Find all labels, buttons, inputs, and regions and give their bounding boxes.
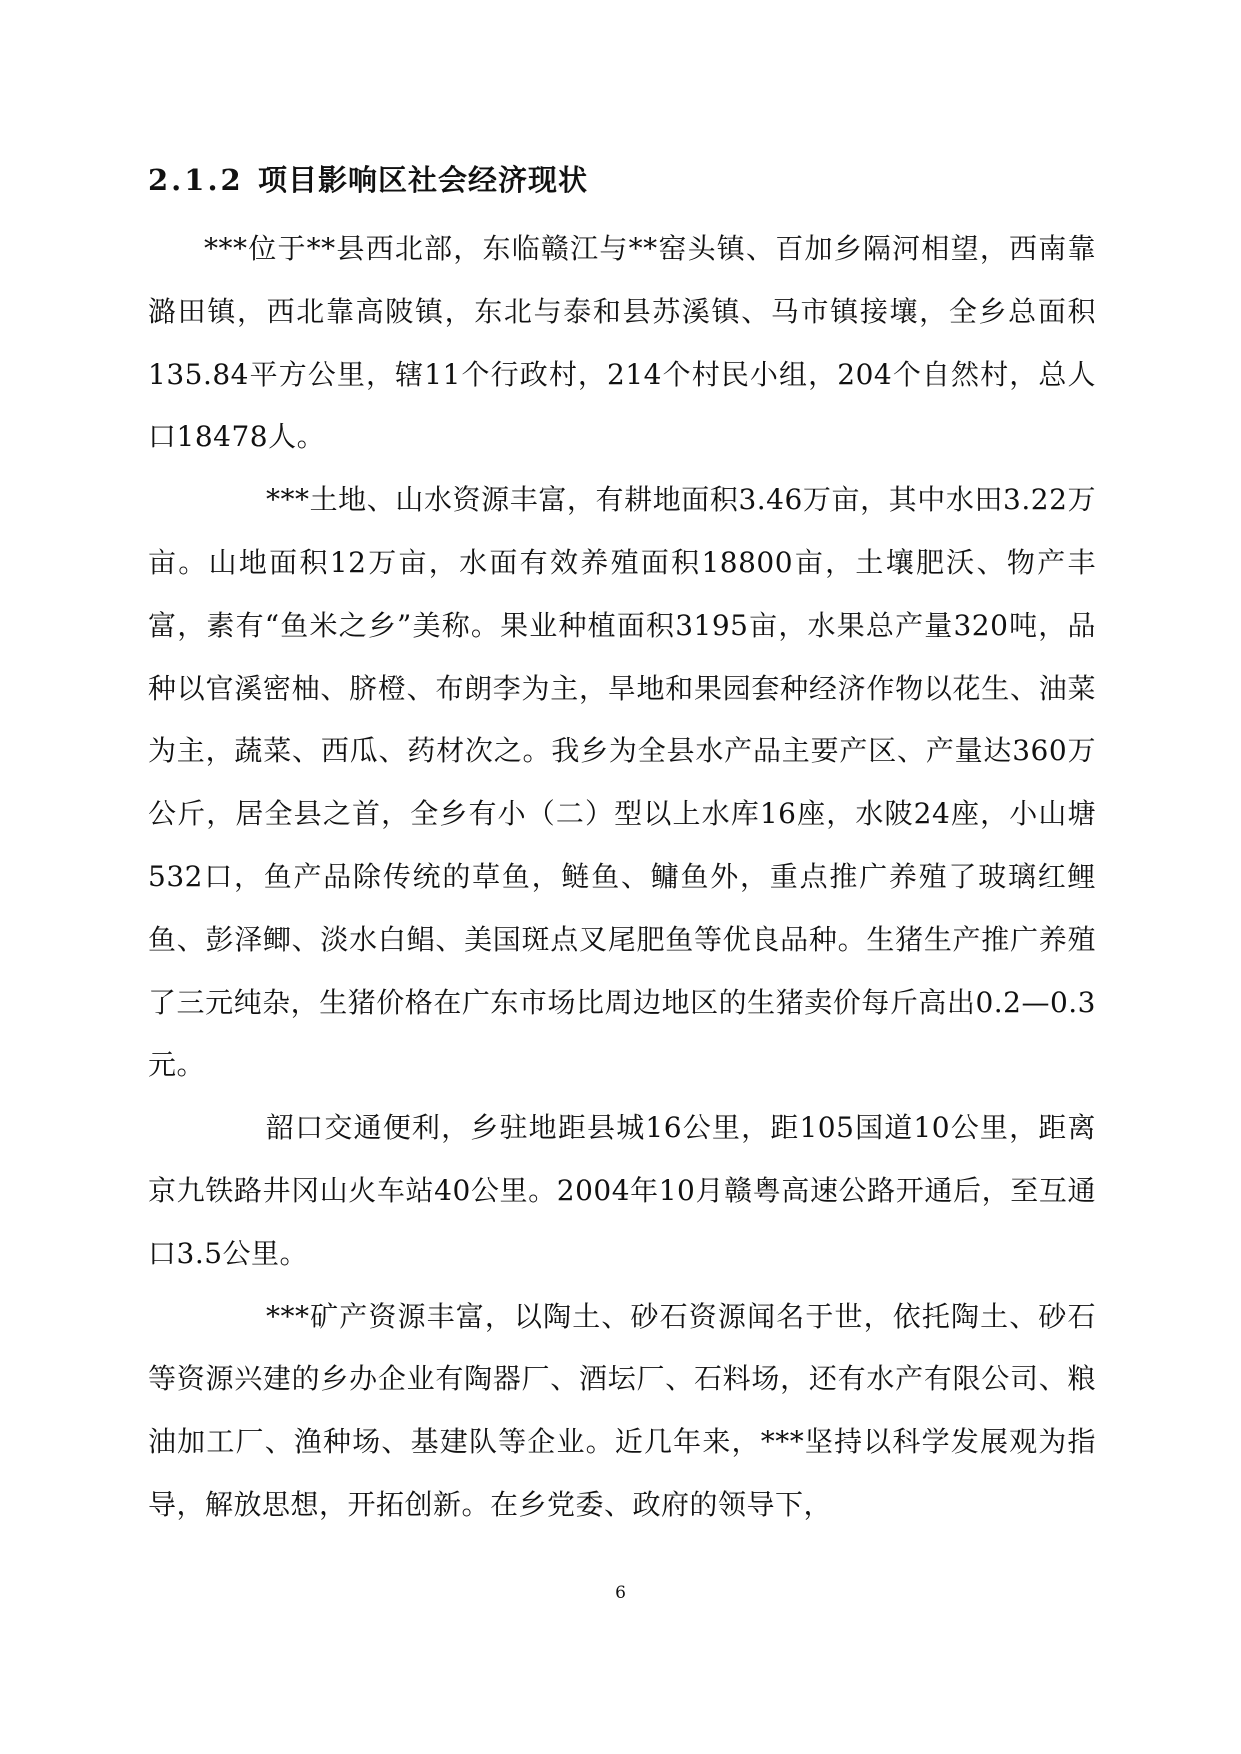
page-number: 6 <box>615 1583 626 1603</box>
paragraph-resources: ***土地、山水资源丰富，有耕地面积3.46万亩，其中水田3.22万亩。山地面积12万亩，水面有效养殖面积18800亩，土壤肥沃、物产丰富，素有“鱼米之乡”美称。果业种植面积3195亩，水果总产量320吨，品种以官溪密柚、脐橙、布朗李为主，旱地和果园套种经济作物以花生、油菜为主，蔬菜、西瓜、药材次之。我乡为全县水产品主要产区、产量达360万公斤，居全县之首，全乡有小（二）型以上水库16座，水陂24座，小山塘532口，鱼产品除传统的草鱼，鲢鱼、鳙鱼外，重点推广养殖了玻璃红鲤鱼、彭泽鲫、淡水白鲳、美国斑点叉尾肥鱼等优良品种。生猪生产推广养殖了三元纯杂，生猪价格在广东市场比周边地区的生猪卖价每斤高出0.2—0.3元。 <box>148 483 1096 1082</box>
section-title: 项目影响区社会经济现状 <box>258 163 589 197</box>
section-number: 2.1.2 <box>148 163 244 197</box>
body-text <box>148 218 1096 1537</box>
section-heading <box>148 160 588 200</box>
paragraph-minerals: ***矿产资源丰富，以陶土、砂石资源闻名于世，依托陶土、砂石等资源兴建的乡办企业有陶器厂、酒坛厂、石料场，还有水产有限公司、粮油加工厂、渔种场、基建队等企业。近几年来，***坚持以科学发展观为指导，解放思想，开拓创新。在乡党委、政府的领导下， <box>148 1299 1096 1521</box>
paragraph-location: ***位于**县西北部，东临赣江与**窑头镇、百加乡隔河相望，西南靠潞田镇，西北靠高陂镇，东北与泰和县苏溪镇、马市镇接壤，全乡总面积135.84平方公里，辖11个行政村，214个村民小组，204个自然村，总人口18478人。 <box>148 232 1096 454</box>
paragraph-transport: 韶口交通便利，乡驻地距县城16公里，距105国道10公里，距离京九铁路井冈山火车站40公里。2004年10月赣粤高速公路开通后，至互通口3.5公里。 <box>148 1111 1096 1270</box>
